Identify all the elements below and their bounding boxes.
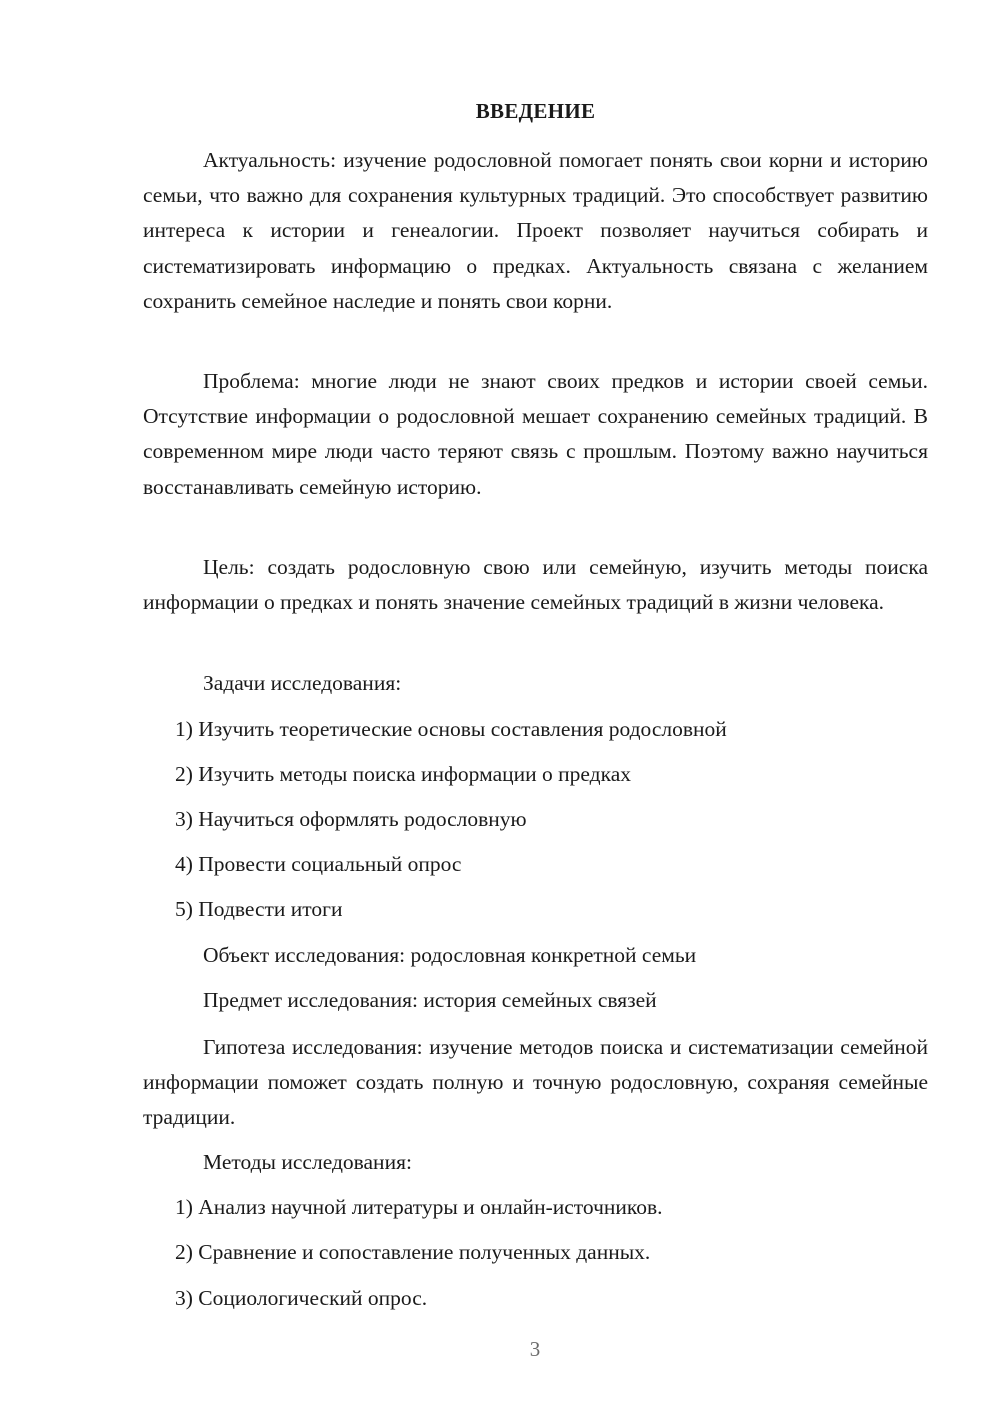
method-item-2: 2) Сравнение и сопоставление полученных данных. [175,1240,651,1264]
relevance-paragraph: Актуальность: изучение родословной помогает понять свои корни и историю семьи, что важно для сохранения культурных традиций. Это способствует развитию интереса к истории и генеалогии. Проект позволяет научиться собирать и систематизировать информацию о предках. Актуальность связана с желанием сохранить семейное наследие и понять свои корни. [143,148,928,313]
tasks-heading: Задачи исследования: [203,671,402,695]
page-number: 3 [529,1337,541,1361]
task-item-1: 1) Изучить теоретические основы составления родословной [175,717,727,741]
goal-paragraph: Цель: создать родословную свою или семейную, изучить методы поиска информации о предках и понять значение семейных традиций в жизни человека. [143,555,928,615]
methods-heading: Методы исследования: [203,1150,412,1174]
task-item-3: 3) Научиться оформлять родословную [175,807,527,831]
page-title: ВВЕДЕНИЕ [475,99,596,123]
task-item-5: 5) Подвести итоги [175,897,343,921]
research-subject: Предмет исследования: история семейных связей [203,988,657,1012]
method-item-1: 1) Анализ научной литературы и онлайн-источников. [175,1195,663,1219]
hypothesis-paragraph: Гипотеза исследования: изучение методов поиска и систематизации семейной информации поможет создать полную и точную родословную, сохраняя семейные традиции. [143,1035,928,1130]
task-item-2: 2) Изучить методы поиска информации о предках [175,762,631,786]
research-object: Объект исследования: родословная конкретной семьи [203,943,697,967]
method-item-3: 3) Социологический опрос. [175,1286,428,1310]
problem-paragraph: Проблема: многие люди не знают своих предков и истории своей семьи. Отсутствие информации о родословной мешает сохранению семейных традиций. В современном мире люди часто теряют связь с прошлым. Поэтому важно научиться восстанавливать семейную историю. [143,369,928,499]
task-item-4: 4) Провести социальный опрос [175,852,462,876]
